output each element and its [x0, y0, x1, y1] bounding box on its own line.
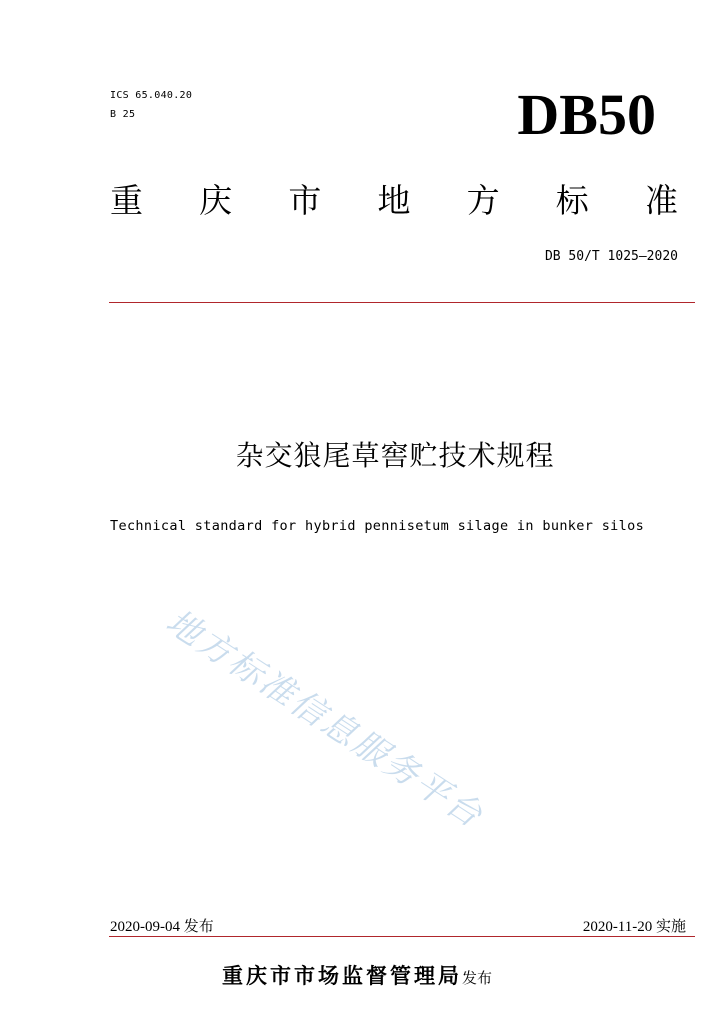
standard-type-char: 市: [288, 181, 322, 220]
top-divider: [109, 302, 695, 303]
issuer-name: 重庆市市场监督管理局: [222, 964, 462, 988]
standard-number: DB 50/T 1025—2020: [544, 249, 678, 264]
standard-type-char: 地: [377, 181, 411, 220]
ccs-code: B 25: [110, 109, 136, 120]
standard-type-char: 标: [555, 181, 589, 220]
standard-type-char: 重: [110, 181, 143, 220]
standard-code-logo: DB50: [517, 82, 656, 147]
standard-type-title: [110, 181, 678, 220]
implementation-date: 2020-11-20 实施: [582, 919, 686, 935]
document-title-english: Technical standard for hybrid pennisetum silage in bunker silos: [110, 518, 645, 534]
issuer: [222, 960, 492, 990]
standard-type-char: 方: [466, 181, 500, 220]
bottom-divider: [109, 936, 695, 937]
issue-date: 2020-09-04 发布: [110, 919, 214, 935]
issuer-suffix: 发布: [462, 969, 493, 987]
standard-type-char: 庆: [199, 181, 233, 220]
ics-code: ICS 65.040.20: [110, 90, 193, 101]
standard-type-char: 准: [644, 181, 678, 220]
watermark: 地方标准信息服务平台: [158, 601, 491, 837]
document-title-chinese: 杂交狼尾草窖贮技术规程: [235, 439, 555, 472]
